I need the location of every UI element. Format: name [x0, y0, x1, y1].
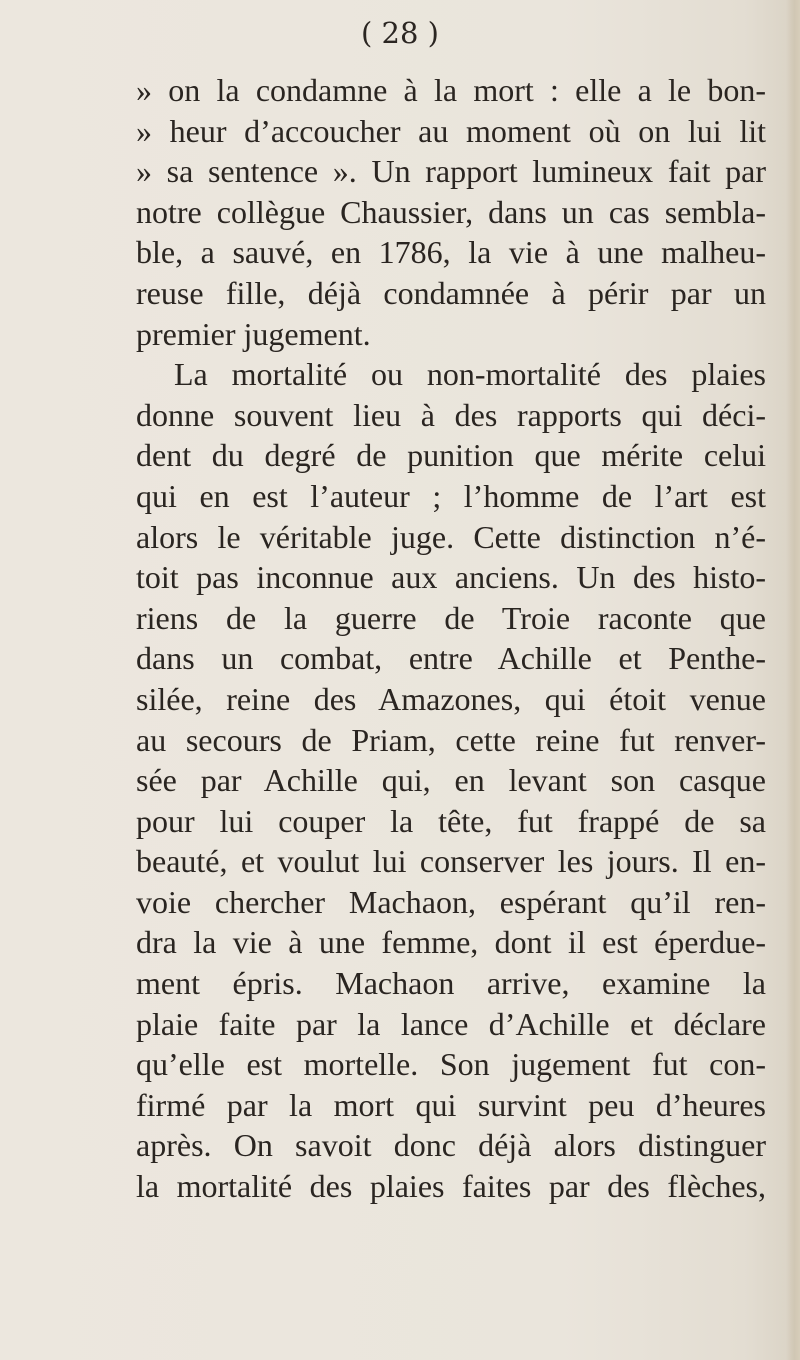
- text-line: » sa sentence ». Un rapport lumineux fait par: [136, 153, 766, 190]
- body-text: [136, 70, 766, 1207]
- text-line: dra la vie à une femme, dont il est éperdue-: [136, 924, 766, 961]
- text-line: » on la condamne à la mort : elle a le bon-: [136, 72, 766, 108]
- page-edge-shadow: [786, 0, 800, 1360]
- text-line: au secours de Priam, cette reine fut renver-: [136, 721, 766, 758]
- text-line: voie chercher Machaon, espérant qu’il ren-: [136, 883, 766, 920]
- text-line: riens de la guerre de Troie raconte que: [136, 599, 766, 636]
- text-line: ble, a sauvé, en 1786, la vie à une malheu-: [136, 234, 766, 271]
- text-line: qui en est l’auteur ; l’homme de l’art est: [136, 477, 766, 514]
- text-line: dans un combat, entre Achille et Penthe-: [136, 640, 766, 677]
- text-line: après. On savoit donc déjà alors distinguer: [136, 1127, 766, 1164]
- text-line: dent du degré de punition que mérite celui: [136, 437, 766, 474]
- text-line: notre collègue Chaussier, dans un cas sembla-: [136, 193, 766, 230]
- text-line: ment épris. Machaon arrive, examine la: [136, 965, 766, 1002]
- text-line: toit pas inconnue aux anciens. Un des histo-: [136, 559, 766, 596]
- text-line: plaie faite par la lance d’Achille et déclare: [136, 1005, 766, 1042]
- text-line: reuse fille, déjà condamnée à périr par un: [136, 274, 766, 311]
- page-number: ( 28 ): [361, 16, 439, 50]
- text-line: sée par Achille qui, en levant son casque: [136, 762, 766, 799]
- text-line: beauté, et voulut lui conserver les jours. Il en-: [136, 843, 766, 880]
- text-line: firmé par la mort qui survint peu d’heures: [136, 1086, 766, 1123]
- text-line: alors le véritable juge. Cette distinction n’é-: [136, 518, 766, 555]
- text-line: la mortalité des plaies faites par des flèches,: [136, 1168, 766, 1205]
- text-line: » heur d’accoucher au moment où on lui lit: [136, 112, 766, 149]
- text-line: pour lui couper la tête, fut frappé de sa: [136, 802, 766, 839]
- text-line: qu’elle est mortelle. Son jugement fut con-: [136, 1046, 766, 1083]
- text-line: premier jugement.: [136, 315, 371, 352]
- text-line: silée, reine des Amazones, qui étoit venue: [136, 680, 766, 717]
- text-line: donne souvent lieu à des rapports qui déci-: [136, 396, 766, 433]
- paragraph-first-line: La mortalité ou non-mortalité des plaies: [174, 356, 766, 393]
